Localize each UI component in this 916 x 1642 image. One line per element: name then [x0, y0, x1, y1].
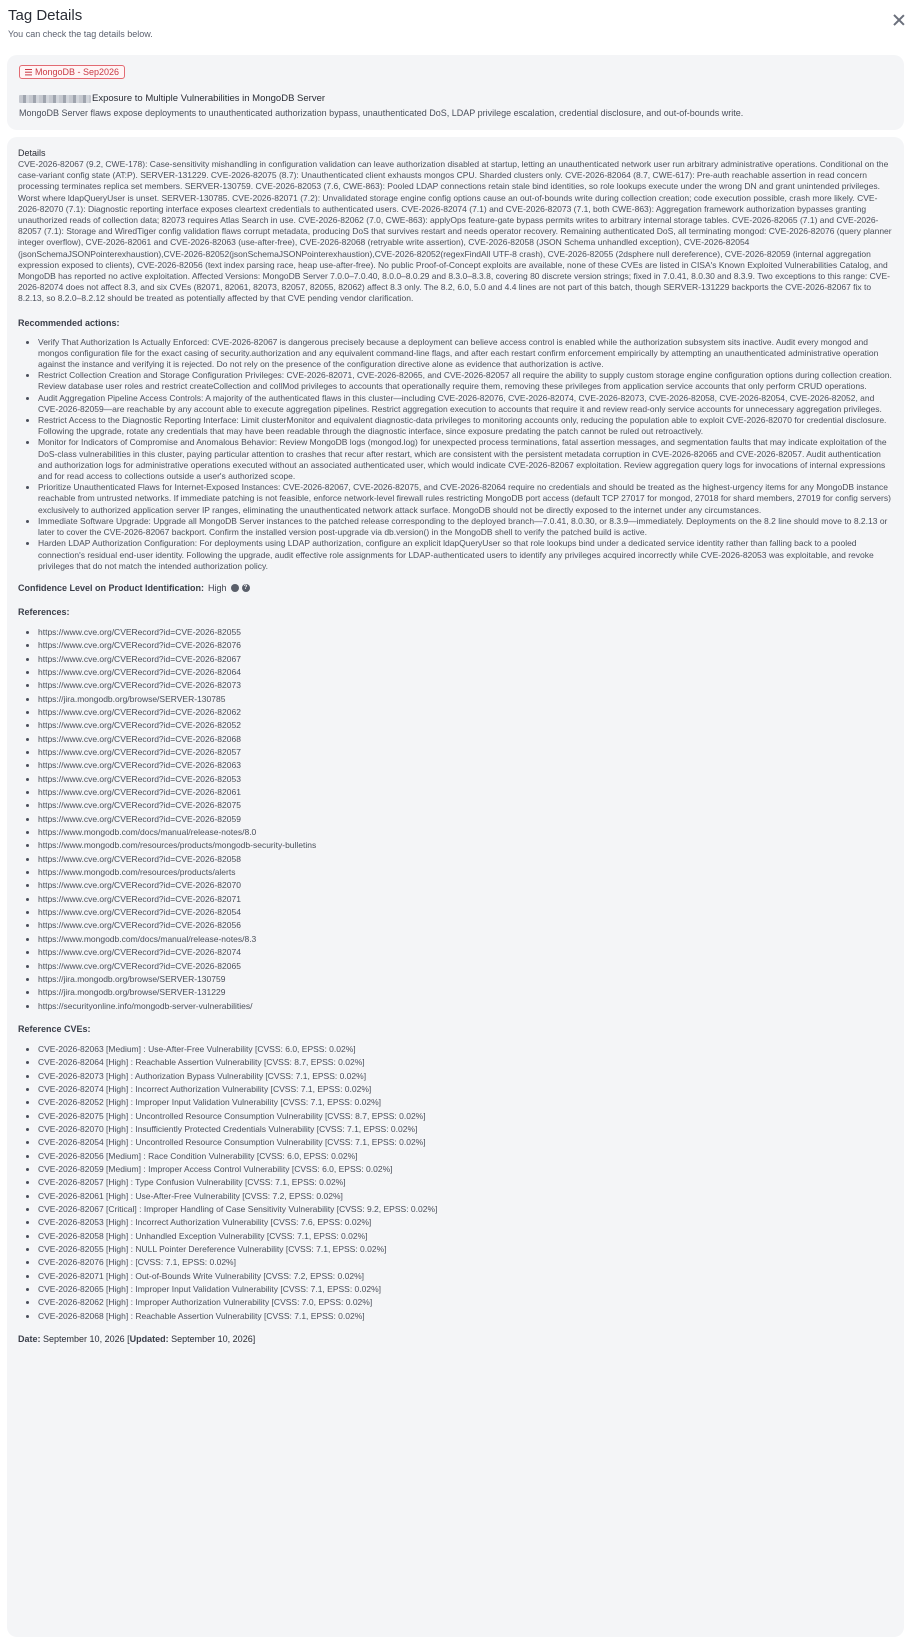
reference-link[interactable]: • https://www.cve.org/CVERecord?id=CVE-2026-82056 — [38, 919, 893, 932]
tag-label: MongoDB - Sep2026 — [35, 67, 120, 77]
reference-link[interactable]: • https://www.cve.org/CVERecord?id=CVE-2026-82054 — [38, 906, 893, 919]
redacted-block — [19, 95, 91, 103]
cve-item: • CVE-2026-82059 [Medium] : Improper Access Control Vulnerability [CVSS: 6.0, EPSS: 0.02%] — [38, 1163, 893, 1176]
cve-item: • CVE-2026-82063 [Medium] : Use-After-Free Vulnerability [CVSS: 6.0, EPSS: 0.02%] — [38, 1043, 893, 1056]
cve-item: • CVE-2026-82065 [High] : Improper Input Validation Vulnerability [CVSS: 7.1, EPSS: 0.02%] — [38, 1283, 893, 1296]
details-label: Details — [18, 148, 46, 158]
reference-link[interactable]: • https://jira.mongodb.org/browse/SERVER-130759 — [38, 973, 893, 986]
dialog-header — [8, 6, 908, 46]
vulnerability-summary: MongoDB Server flaws expose deployments to unauthenticated authorization bypass, unauthenticated DoS, LDAP privilege escalation, credential disclosure, and out-of-bounds write. — [19, 107, 744, 118]
reference-link[interactable]: • https://www.cve.org/CVERecord?id=CVE-2026-82068 — [38, 733, 893, 746]
dialog-title: Tag Details — [8, 7, 83, 24]
tag-summary-card — [7, 55, 904, 130]
reference-link[interactable]: • https://jira.mongodb.org/browse/SERVER-131229 — [38, 986, 893, 999]
reference-link[interactable]: • https://www.cve.org/CVERecord?id=CVE-2026-82063 — [38, 759, 893, 772]
reference-link[interactable]: • https://www.cve.org/CVERecord?id=CVE-2026-82076 — [38, 639, 893, 652]
cve-item: • CVE-2026-82068 [High] : Reachable Assertion Vulnerability [CVSS: 7.1, EPSS: 0.02%] — [38, 1310, 893, 1323]
recommended-actions-label: Recommended actions: — [18, 317, 120, 328]
vulnerability-title: Exposure to Multiple Vulnerabilities in MongoDB Server — [92, 92, 326, 104]
confidence-value: High — [208, 582, 227, 593]
reference-link[interactable]: • https://www.cve.org/CVERecord?id=CVE-2026-82074 — [38, 946, 893, 959]
updated-label: Updated: — [129, 1334, 169, 1345]
reference-link[interactable]: • https://www.cve.org/CVERecord?id=CVE-2026-82065 — [38, 960, 893, 973]
reference-link[interactable]: • https://www.cve.org/CVERecord?id=CVE-2026-82053 — [38, 773, 893, 786]
cve-item: • CVE-2026-82052 [High] : Improper Input Validation Vulnerability [CVSS: 7.1, EPSS: 0.02%] — [38, 1096, 893, 1109]
list-item: • Prioritize Unauthenticated Flaws for Internet-Exposed Instances: CVE-2026-82067, CVE-2026-82075, and CVE-2026-82064 require no credentials and should be treated as the highest-urgency items for any MongoDB instance reachable from untrusted networks. If immediate patching is not feasible, enforce network-level firewall rules restricting MongoDB port access (default TCP 27017 for mongod, 27018 for shard members, 27019 for config servers) exclusively to authorized application server IP ranges, eliminating the unauthenticated network attack surface. MongoDB should not be directly exposed to the internet under any circumstances. — [38, 482, 893, 516]
reference-link[interactable]: • https://www.cve.org/CVERecord?id=CVE-2026-82075 — [38, 799, 893, 812]
cve-item: • CVE-2026-82074 [High] : Incorrect Authorization Vulnerability [CVSS: 7.1, EPSS: 0.02%] — [38, 1083, 893, 1096]
recommended-actions-list — [18, 337, 893, 572]
reference-link[interactable]: • https://www.cve.org/CVERecord?id=CVE-2026-82064 — [38, 666, 893, 679]
cve-item: • CVE-2026-82057 [High] : Type Confusion Vulnerability [CVSS: 7.1, EPSS: 0.02%] — [38, 1176, 893, 1189]
dates-row: Date: September 10, 2026 [Updated: September 10, 2026] — [18, 1334, 256, 1345]
cve-item: • CVE-2026-82075 [High] : Uncontrolled Resource Consumption Vulnerability [CVSS: 8.7, EPSS: 0.02%] — [38, 1110, 893, 1123]
list-item: • Monitor for Indicators of Compromise and Anomalous Behavior: Review MongoDB logs (mongod.log) for unexpected process terminations, fatal assertion messages, and segmentation faults that may indicate exploitation of the DoS-class vulnerabilities in this cluster, paying particular attention to crashes that recur after restart, which are consistent with the persistent metadata corruption in CVE-2026-82065 and CVE-2026-82057. Audit authentication and authorization logs for administrative operations executed without an associated authenticated user, which would indicate CVE-2026-82067 exploitation. Review aggregation query logs for invocations of internal expressions and for read access to collections outside a user's authorized scope. — [38, 437, 893, 482]
info-icon[interactable] — [231, 584, 239, 592]
reference-cves-label: Reference CVEs: — [18, 1023, 91, 1034]
list-icon — [25, 69, 32, 76]
reference-link[interactable]: • https://www.mongodb.com/docs/manual/release-notes/8.3 — [38, 933, 893, 946]
details-text: CVE-2026-82067 (9.2, CWE-178): Case-sensitivity mishandling in configuration validation can leave authorization disabled at startup, letting an unauthenticated network user run arbitrary administrative operations. Conditional on the case-variant config state (AT:P). SERVER-131229. CVE-2026-82075 (8.7): Unauthenticated client exhausts mongos CPU. Sharded clusters only. CVE-2026-82064 (8.7, CWE-617): Pre-auth reachable assertion in read concern processing terminates replica set members. SERVER-130759. CVE-2026-82053 (7.6, CWE-863): Pooled LDAP connections retain stale bind identities, so role lookups execute under the wrong DN and grant unintended privileges. Worst where ldapQueryUser is unset. SERVER-130785. CVE-2026-82071 (7.2): Unvalidated storage engine config options cause an out-of-bounds write during collection creation; code execution possible, crash more likely. CVE-2026-82070 (7.1): Diagnostic reporting interface exposes cleartext credentials to authenticated users. CVE-2026-82074 (7.1) and CVE-2026-82073 (7.1, both CWE-863): Aggregation framework authorization bypasses granting unauthorized reads of collection data; 82073 requires Atlas Search in use. CVE-2026-82062 (7.0, CWE-863): applyOps feature-gate bypass permits writes to arbitrary internal storage tables. CVE-2026-82065 (7.1) and CVE-2026-82057 (7.1): Storage and WiredTiger config validation flaws corrupt metadata, producing DoS that survives restart and needs operator recovery. Remaining authenticated DoS, all terminating mongod: CVE-2026-82076 (query planner integer overflow), CVE-2026-82061 and CVE-2026-82063 (use-after-free), CVE-2026-82068 (retryable write assertion), CVE-2026-82058 (JSON Schema unhandled exception), CVE-2026-82054 (jsonSchemaJSONPointerexhaustion),CVE-2026-82052(jsonSchemaJSONPointerexhaustion),CVE-2026-82052(regexFindAll UTF-8 crash), CVE-2026-82055 (2dsphere null dereference), CVE-2026-82059 (internal aggregation expression exposed to clients), CVE-2026-82056 (text index parsing race, heap use-after-free). No public Proof-of-Concept exploits are available, none of these CVEs are listed in CISA's Known Exploited Vulnerabilities Catalog, and MongoDB has reported no active exploitation. Affected Versions: MongoDB Server 7.0.0–7.0.40, 8.0.0–8.0.29 and 8.3.0–8.3.8, covering 80 discrete version strings; fixed in 7.0.41, 8.0.30 and 8.3.9. Two exceptions to this range: CVE-2026-82074 does not affect 8.3, and six CVEs (82071, 82061, 82073, 82057, 82055, 82062) affect 8.3 only. The 8.2, 6.0, 5.0 and 4.4 lines are not part of this batch, though SERVER-131229 backports the CVE-2026-82067 fix to 8.2.13, so 8.2.0–8.2.12 should be treated as potentially affected by that CVE pending vendor clarification. — [18, 159, 892, 304]
reference-link[interactable]: • https://www.cve.org/CVERecord?id=CVE-2026-82058 — [38, 853, 893, 866]
cve-item: • CVE-2026-82054 [High] : Uncontrolled Resource Consumption Vulnerability [CVSS: 7.1, EPSS: 0.02%] — [38, 1136, 893, 1149]
cve-item: • CVE-2026-82070 [High] : Insufficiently Protected Credentials Vulnerability [CVSS: 7.1, EPSS: 0.02%] — [38, 1123, 893, 1136]
reference-link[interactable]: • https://jira.mongodb.org/browse/SERVER-130785 — [38, 693, 893, 706]
close-icon[interactable] — [890, 12, 908, 30]
reference-link[interactable]: • https://www.mongodb.com/docs/manual/release-notes/8.0 — [38, 826, 893, 839]
confidence-label: Confidence Level on Product Identification: — [18, 582, 205, 593]
reference-link[interactable]: • https://www.cve.org/CVERecord?id=CVE-2026-82061 — [38, 786, 893, 799]
references-list — [18, 626, 893, 1013]
reference-link[interactable]: • https://www.cve.org/CVERecord?id=CVE-2026-82067 — [38, 653, 893, 666]
vulnerability-title-row — [19, 93, 892, 105]
updated-value: September 10, 2026 — [171, 1334, 253, 1345]
reference-link[interactable]: • https://www.cve.org/CVERecord?id=CVE-2026-82057 — [38, 746, 893, 759]
reference-link[interactable]: • https://www.cve.org/CVERecord?id=CVE-2026-82062 — [38, 706, 893, 719]
reference-link[interactable]: • https://www.cve.org/CVERecord?id=CVE-2026-82059 — [38, 813, 893, 826]
details-card — [7, 137, 904, 1637]
cve-item: • CVE-2026-82064 [High] : Reachable Assertion Vulnerability [CVSS: 8.7, EPSS: 0.02%] — [38, 1056, 893, 1069]
list-item: • Restrict Access to the Diagnostic Reporting Interface: Limit clusterMonitor and equivalent diagnostic-data privileges to monitoring accounts only, reducing the population able to exploit CVE-2026-82070 for credential disclosure. Following the upgrade, rotate any credentials that may have been readable through the diagnostic interface, since exposure predating the patch cannot be ruled out retroactively. — [38, 415, 893, 437]
reference-link[interactable]: • https://www.cve.org/CVERecord?id=CVE-2026-82070 — [38, 879, 893, 892]
cve-item: • CVE-2026-82073 [High] : Authorization Bypass Vulnerability [CVSS: 7.1, EPSS: 0.02%] — [38, 1070, 893, 1083]
reference-cves-list — [18, 1043, 893, 1323]
date-value: September 10, 2026 — [43, 1334, 125, 1345]
cve-item: • CVE-2026-82053 [High] : Incorrect Authorization Vulnerability [CVSS: 7.6, EPSS: 0.02%] — [38, 1216, 893, 1229]
list-item: • Audit Aggregation Pipeline Access Controls: A majority of the authenticated flaws in this cluster—including CVE-2026-82076, CVE-2026-82074, CVE-2026-82073, CVE-2026-82058, CVE-2026-82054, CVE-2026-82052, and CVE-2026-82059—are reachable by any account able to execute aggregation pipelines. Restrict aggregation execution to accounts that require it and review read-only service accounts for unnecessary aggregation privileges. — [38, 393, 893, 415]
list-item: • Harden LDAP Authorization Configuration: For deployments using LDAP authorization, configure an explicit ldapQueryUser so that role lookups bind under a dedicated service identity rather than falling back to a pooled connection's residual end-user identity. Following the upgrade, audit effective role assignments for LDAP-authenticated users to identify any privileges acquired incorrectly while CVE-2026-82053 was exploitable, and revoke privileges that do not match the intended authorization policy. — [38, 538, 893, 572]
confidence-row — [18, 582, 893, 594]
reference-link[interactable]: • https://www.mongodb.com/resources/products/mongodb-security-bulletins — [38, 839, 893, 852]
reference-link[interactable]: • https://www.cve.org/CVERecord?id=CVE-2026-82055 — [38, 626, 893, 639]
cve-item: • CVE-2026-82067 [Critical] : Improper Handling of Case Sensitivity Vulnerability [CVSS: 9.2, EPSS: 0.02%] — [38, 1203, 893, 1216]
reference-link[interactable]: • https://www.cve.org/CVERecord?id=CVE-2026-82073 — [38, 679, 893, 692]
list-item: • Immediate Software Upgrade: Upgrade all MongoDB Server instances to the patched release corresponding to the deployed branch—7.0.41, 8.0.30, or 8.3.9—immediately. Deployments on the 8.2 line should move to 8.2.13 or later to cover the CVE-2026-82067 backport. Confirm the installed version post-upgrade via db.version() in the MongoDB shell to verify the patched build is active. — [38, 516, 893, 538]
cve-item: • CVE-2026-82061 [High] : Use-After-Free Vulnerability [CVSS: 7.2, EPSS: 0.02%] — [38, 1190, 893, 1203]
reference-link[interactable]: • https://securityonline.info/mongodb-server-vulnerabilities/ — [38, 1000, 893, 1013]
reference-link[interactable]: • https://www.cve.org/CVERecord?id=CVE-2026-82071 — [38, 893, 893, 906]
cve-item: • CVE-2026-82076 [High] : [CVSS: 7.1, EPSS: 0.02%] — [38, 1256, 893, 1269]
cve-item: • CVE-2026-82055 [High] : NULL Pointer Dereference Vulnerability [CVSS: 7.1, EPSS: 0.02%] — [38, 1243, 893, 1256]
cve-item: • CVE-2026-82056 [Medium] : Race Condition Vulnerability [CVSS: 6.0, EPSS: 0.02%] — [38, 1150, 893, 1163]
help-icon[interactable]: ? — [242, 584, 250, 592]
list-item: • Restrict Collection Creation and Storage Configuration Privileges: CVE-2026-82071, CVE-2026-82065, and CVE-2026-82057 all require the ability to supply custom storage engine configuration options during collection creation. Review database user roles and restrict createCollection and collMod privileges to accounts that operationally require them, removing these privileges from application service accounts that only perform CRUD operations. — [38, 370, 893, 392]
tag-badge — [19, 65, 125, 79]
reference-link[interactable]: • https://www.cve.org/CVERecord?id=CVE-2026-82052 — [38, 719, 893, 732]
dialog-subtitle: You can check the tag details below. — [8, 29, 153, 39]
references-label: References: — [18, 606, 70, 617]
cve-item: • CVE-2026-82071 [High] : Out-of-Bounds Write Vulnerability [CVSS: 7.2, EPSS: 0.02%] — [38, 1270, 893, 1283]
date-label: Date: — [18, 1334, 41, 1345]
cve-item: • CVE-2026-82062 [High] : Improper Authorization Vulnerability [CVSS: 7.0, EPSS: 0.02%] — [38, 1296, 893, 1309]
list-item: • Verify That Authorization Is Actually Enforced: CVE-2026-82067 is dangerous precisely because a deployment can believe access control is enabled while the authorization subsystem sits inactive. Audit every mongod and mongos configuration file for the exact casing of security.authorization and any equivalent command-line flags, and after each restart confirm enforcement empirically by attempting an unauthenticated administrative operation against the instance and verifying it is rejected. Do not rely on the presence of the configuration directive alone as evidence that authorization is active. — [38, 337, 893, 371]
cve-item: • CVE-2026-82058 [High] : Unhandled Exception Vulnerability [CVSS: 7.1, EPSS: 0.02%] — [38, 1230, 893, 1243]
reference-link[interactable]: • https://www.mongodb.com/resources/products/alerts — [38, 866, 893, 879]
